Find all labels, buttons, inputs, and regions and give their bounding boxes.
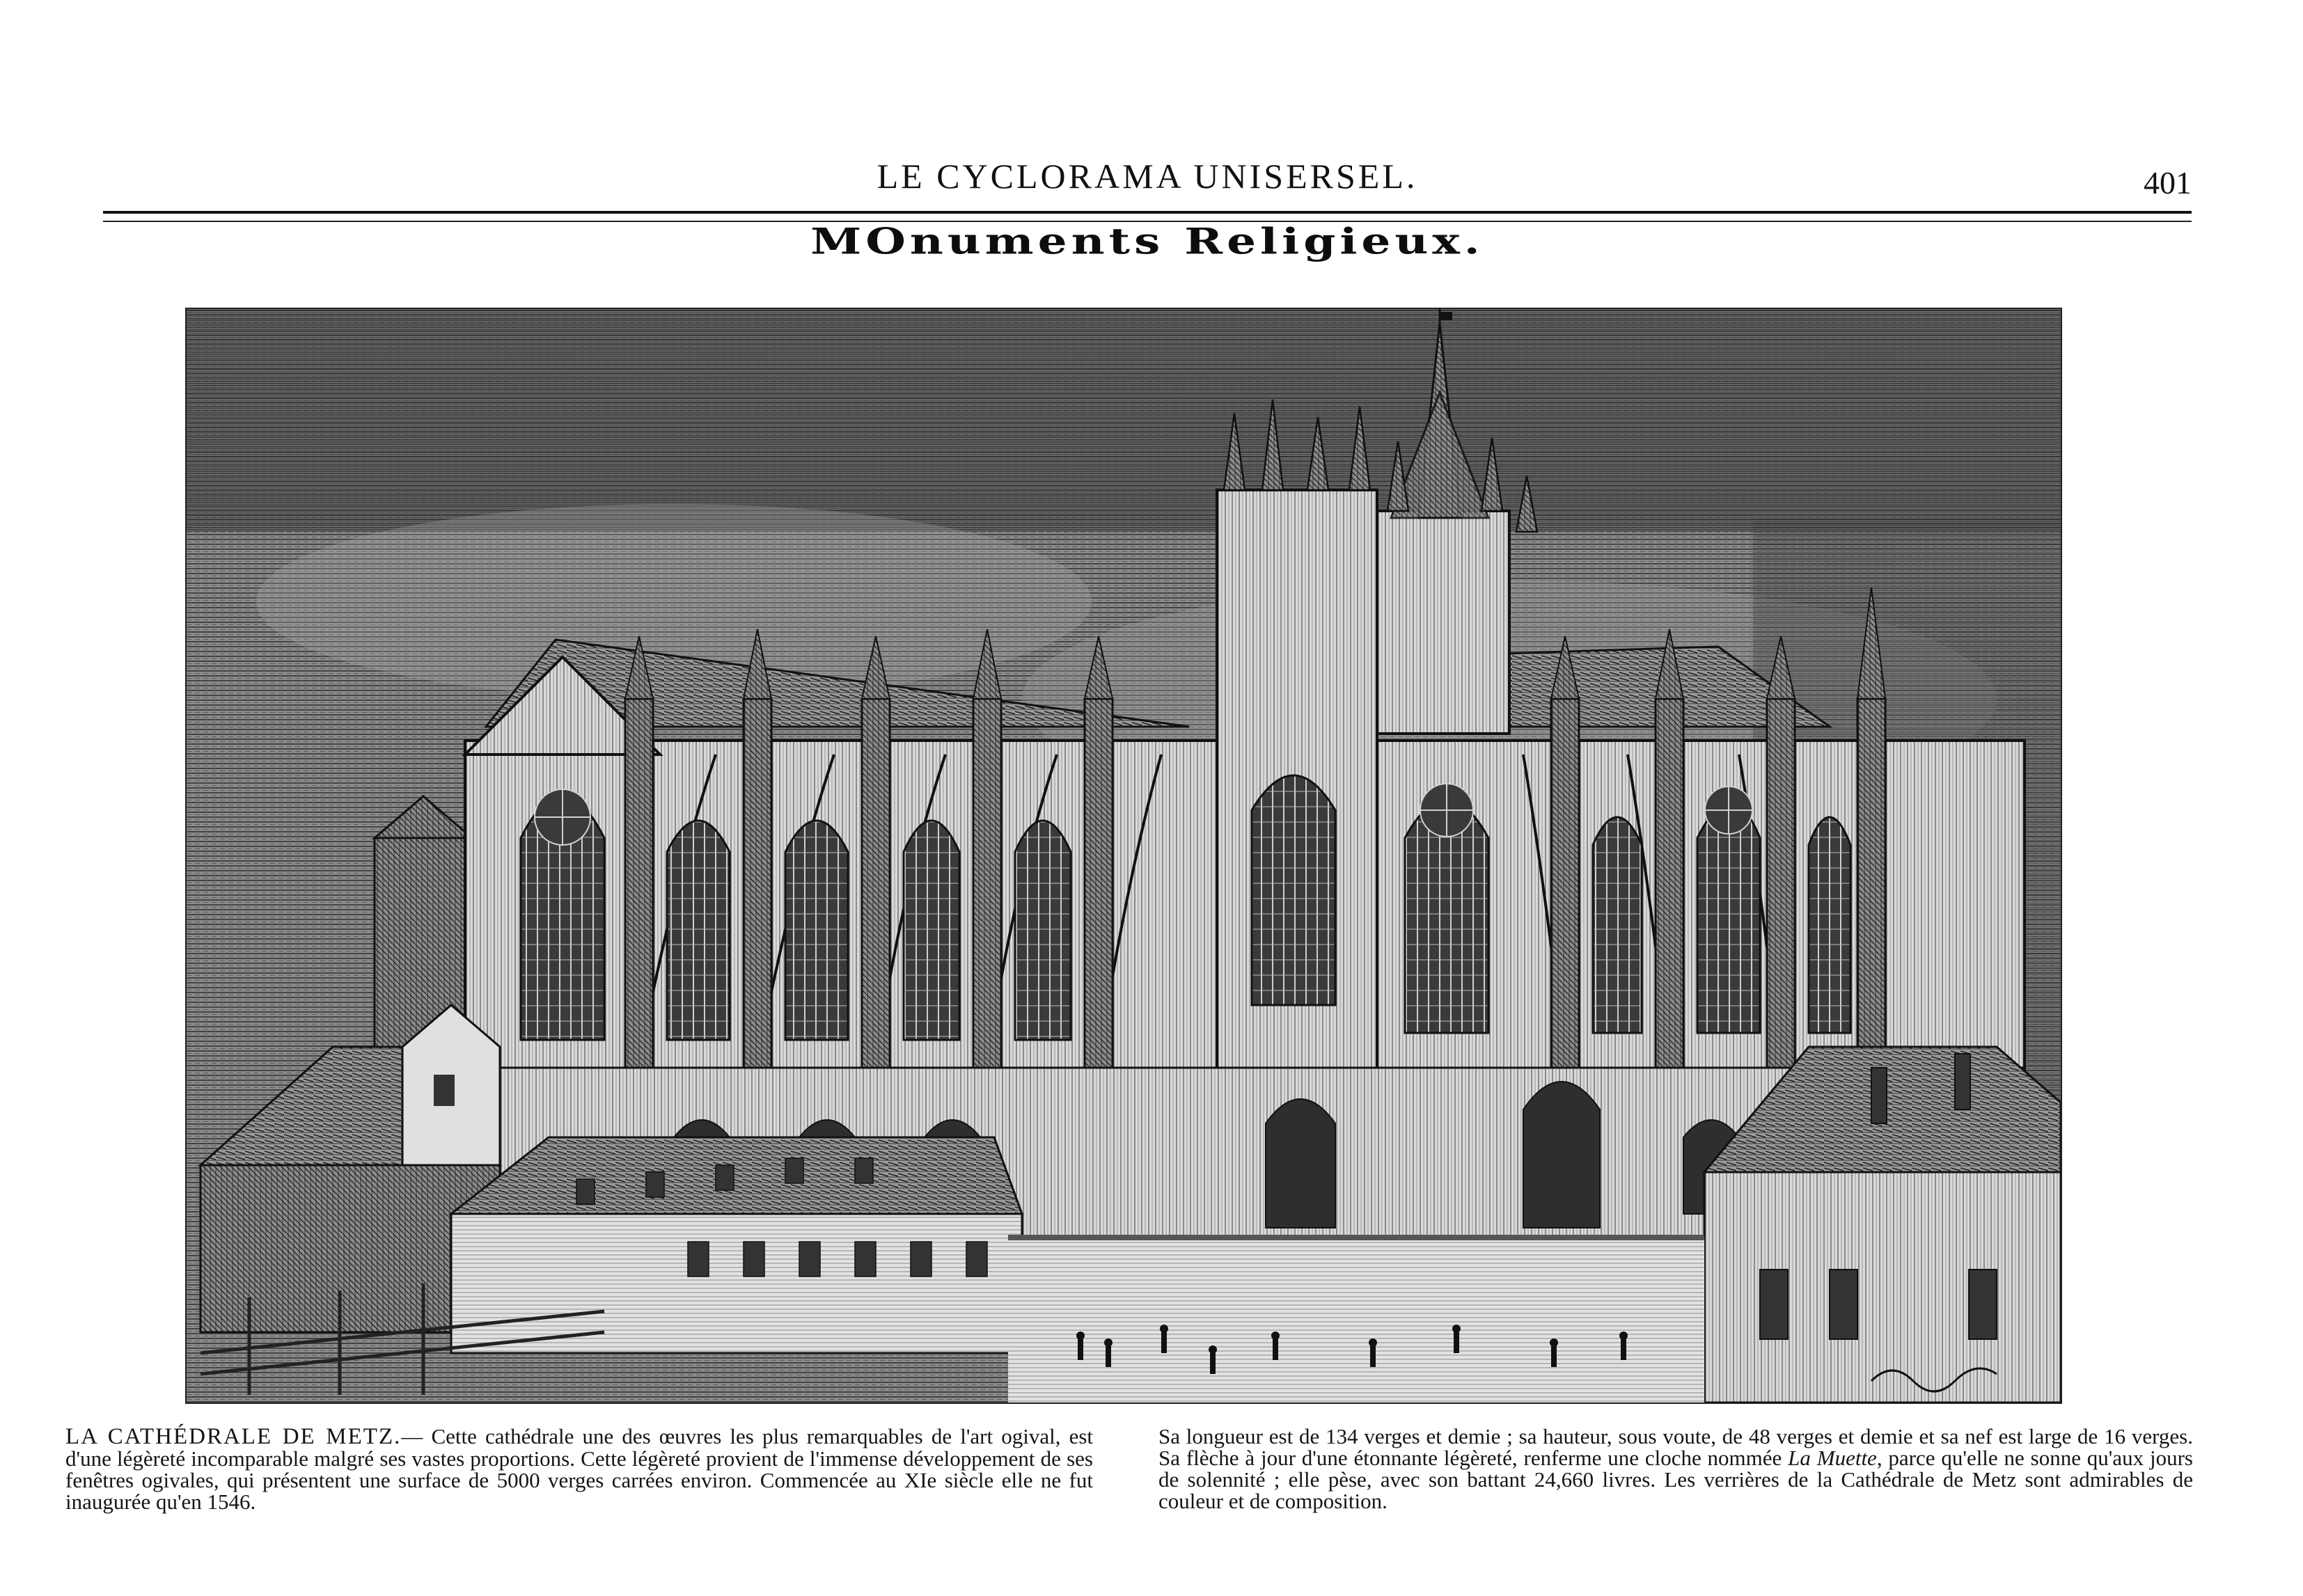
caption-lead: LA CATHÉDRALE DE METZ. <box>65 1424 402 1449</box>
running-head <box>103 156 2192 205</box>
caption-left-column <box>65 1425 1093 1512</box>
caption-right-paragraph <box>1158 1425 2193 1512</box>
caption-right-text-1: Sa longueur est de 134 verges et demie ; sa hauteur, sous voute, de 48 verges et demie et sa nef est large de 16 verges. Sa flèche à jour d'une étonnante légèreté, renferme une cloche nommée <box>1158 1424 2193 1470</box>
cathedral-engraving <box>185 308 2062 1404</box>
caption-right-text-2: , parce qu'elle ne sonne qu'aux jours de solennité ; elle pèse, avec son battant 24,660 livres. Les verrières de la Cathédrale de Metz sont admirables de couleur et de composition. <box>1158 1446 2193 1513</box>
cathedral-illustration <box>187 309 2061 1403</box>
caption-right-column <box>1158 1425 2193 1512</box>
section-title: MOnuments Religieux. <box>810 220 1484 262</box>
page-number: 401 <box>2144 165 2192 200</box>
bell-name: La Muette <box>1788 1446 1877 1470</box>
caption-left-text: — Cette cathédrale une des œuvres les plus remarquables de l'art ogival, est d'une légèreté incomparable malgré ses vastes proportions. Cette légèreté provient de l'immense développement de ses fenêtres ogivales, qui présentent une surface de 5000 verges carrées environ. Commencée au XIe siècle elle ne fut inaugurée qu'en 1546. <box>65 1424 1094 1514</box>
header-rule-thick <box>103 211 2192 214</box>
running-title: LE CYCLORAMA UNISERSEL. <box>877 157 1418 196</box>
caption-left-paragraph <box>65 1425 1093 1512</box>
